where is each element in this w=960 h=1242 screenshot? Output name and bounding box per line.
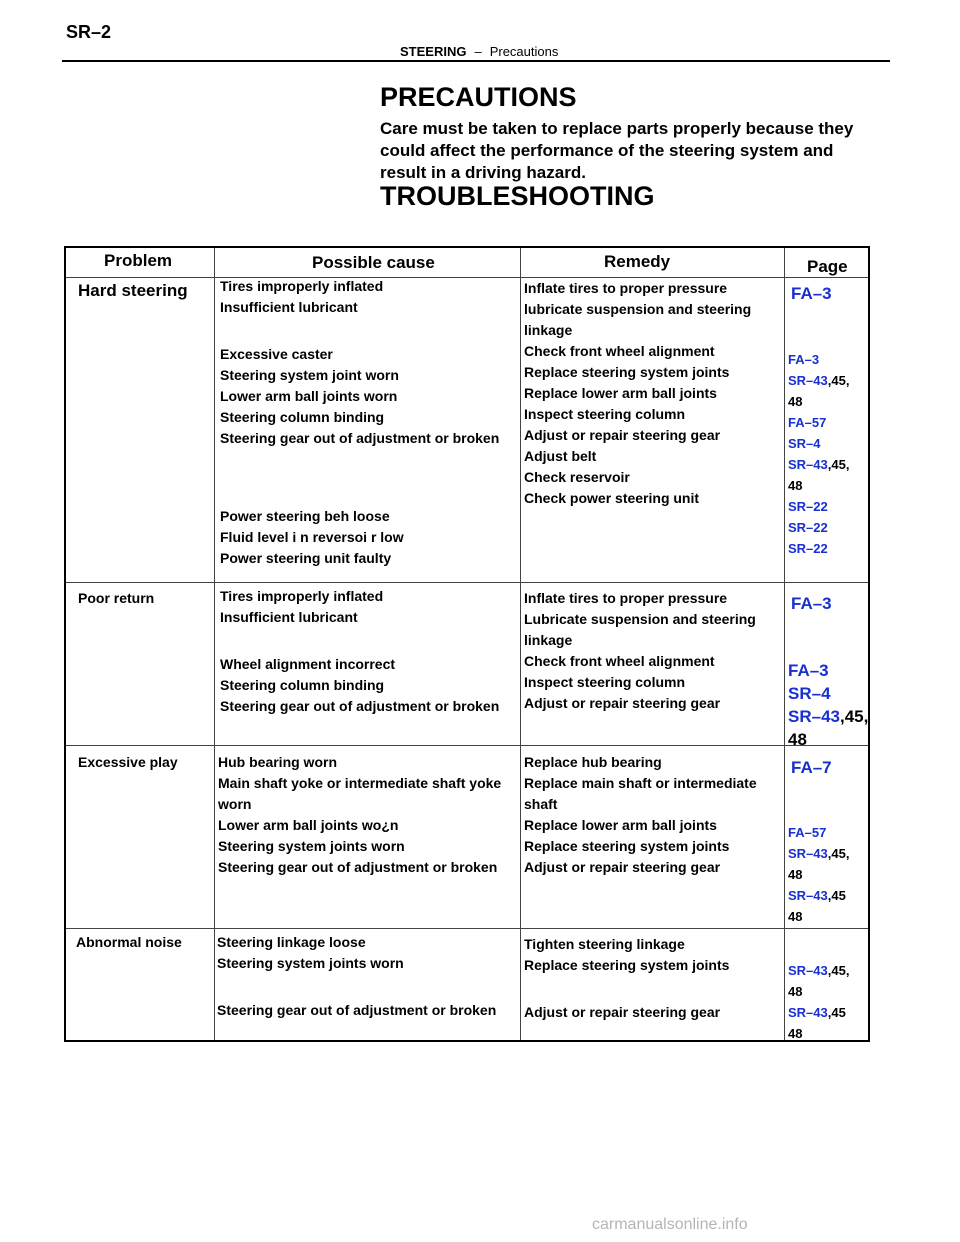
page-ref[interactable]: SR–22 [788, 499, 828, 514]
cause-list-hard-steering: Tires improperly inflated Insufficient lubricant Excessive caster Steering system joint worn Lower arm ball joints worn Steering column binding Steering gear out of adjustment or broken Power steering beh loose Fluid level i n reversoi r low Power steering unit faulty [220, 278, 500, 566]
column-divider [520, 248, 521, 1040]
problem-poor-return: Poor return [78, 590, 155, 606]
header-possible-cause: Possible cause [312, 253, 435, 272]
page-ref[interactable]: FA–7 [791, 758, 832, 777]
remedy-list-hard-steering: Inflate tires to proper pressure lubricate suspension and steering linkage Check front wheel alignment Replace steering system joints Replace lower arm ball joints Inspect steering column Adjust or repair steering gear Adjust belt Check reservoir Check power steering unit [524, 280, 752, 506]
cause-list-poor-return: Tires improperly inflated Insufficient lubricant Wheel alignment incorrect Steering column binding Steering gear out of adjustment or broken [220, 588, 500, 714]
page-ref[interactable]: FA–3 [791, 594, 832, 613]
page-ref[interactable]: SR–43 [788, 707, 840, 726]
caution-text: Care must be taken to replace parts properly because they could affect the performance of the steering system and result in a driving hazard. [380, 119, 854, 182]
page-ref[interactable]: SR–43 [788, 1005, 828, 1020]
troubleshooting-heading: TROUBLESHOOTING [380, 181, 655, 211]
running-head [400, 44, 558, 59]
page-ref[interactable]: FA–57 [788, 825, 827, 840]
cause-list-abnormal-noise: Steering linkage loose Steering system joints worn Steering gear out of adjustment or broken [217, 934, 497, 1018]
page-ref[interactable]: FA–3 [788, 352, 820, 367]
footer-watermark: carmanualsonline.info [592, 1216, 748, 1233]
page-ref[interactable]: SR–43 [788, 373, 828, 388]
page-ref[interactable]: FA–3 [791, 284, 832, 303]
header-problem: Problem [104, 251, 173, 270]
page-ref-list-excessive-play: FA–57 SR–43,45, 48 SR–43,45 48 [788, 825, 850, 924]
page-ref[interactable]: SR–22 [788, 541, 828, 556]
row-divider [66, 582, 868, 583]
page-ref-list-abnormal-noise: SR–43,45, 48 SR–43,45 48 [788, 963, 850, 1041]
problem-excessive-play: Excessive play [78, 754, 178, 770]
row-divider [66, 928, 868, 929]
page-ref[interactable]: SR–43 [788, 846, 828, 861]
page-ref[interactable]: FA–57 [788, 415, 827, 430]
column-divider [784, 248, 785, 1040]
remedy-list-poor-return: Inflate tires to proper pressure Lubricate suspension and steering linkage Check front wheel alignment Inspect steering column Adjust or repair steering gear [524, 590, 756, 711]
page-ref-list-poor-return: FA–3 SR–4 SR–43,45, 48 [788, 661, 869, 749]
page-ref[interactable]: SR–22 [788, 520, 828, 535]
section-title: STEERING [400, 44, 467, 59]
page-ref-list-hard-steering: FA–3 SR–43,45, 48 FA–57 SR–4 SR–43,45, 48 SR–22 SR–22 SR–22 [788, 352, 850, 556]
column-divider [214, 248, 215, 1040]
header-remedy: Remedy [604, 252, 671, 271]
header-page: Page [807, 257, 848, 276]
page-ref[interactable]: SR–43 [788, 457, 828, 472]
remedy-list-excessive-play: Replace hub bearing Replace main shaft or intermediate shaft Replace lower arm ball joints Replace steering system joints Adjust or repair steering gear [524, 754, 757, 875]
page-ref[interactable]: SR–43 [788, 888, 828, 903]
header-rule [62, 60, 890, 62]
precautions-heading: PRECAUTIONS [380, 82, 577, 112]
page-ref[interactable]: SR–4 [788, 436, 821, 451]
troubleshooting-table [64, 246, 870, 1042]
page-ref[interactable]: SR–43 [788, 963, 828, 978]
remedy-list-abnormal-noise: Tighten steering linkage Replace steering system joints Adjust or repair steering gear [524, 936, 730, 1020]
row-divider [66, 745, 868, 746]
cause-list-excessive-play: Hub bearing worn Main shaft yoke or intermediate shaft yoke worn Lower arm ball joints wo¿n Steering system joints worn Steering gear out of adjustment or broken [218, 754, 502, 875]
section-separator: – [474, 44, 482, 59]
page-ref[interactable]: SR–4 [788, 684, 831, 703]
page-ref[interactable]: FA–3 [788, 661, 829, 680]
problem-abnormal-noise: Abnormal noise [76, 934, 182, 950]
subsection-title: Precautions [489, 44, 559, 59]
page-code: SR–2 [66, 22, 112, 42]
problem-hard-steering: Hard steering [78, 281, 188, 300]
